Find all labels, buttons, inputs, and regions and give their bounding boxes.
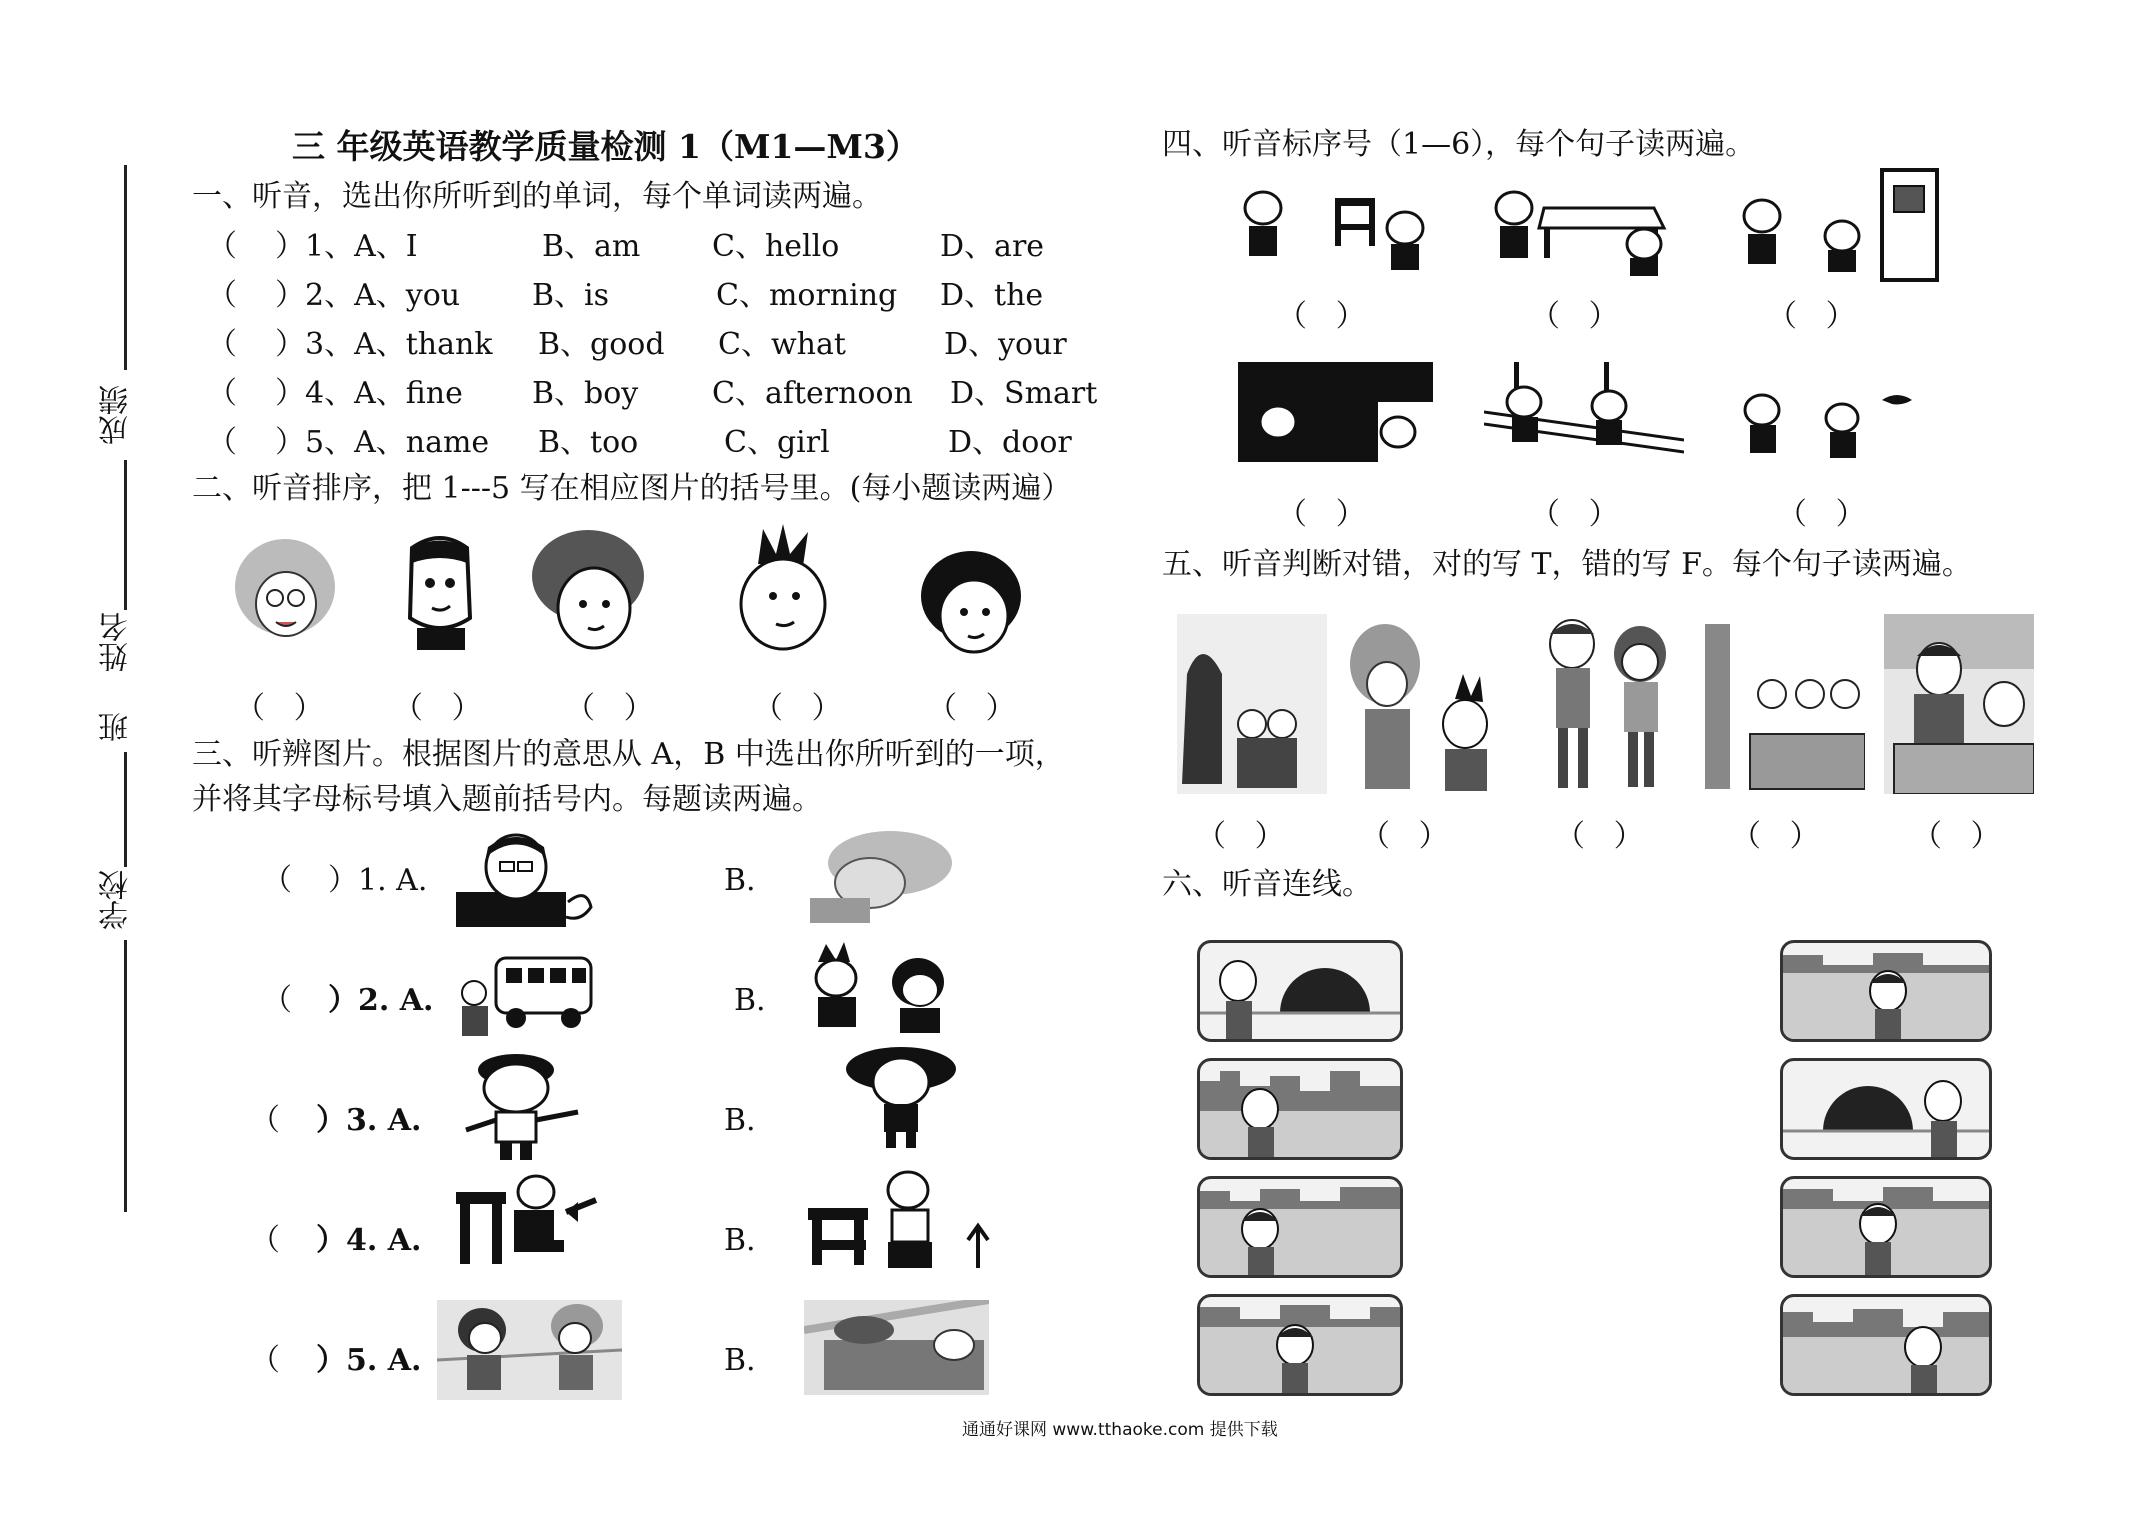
row-option-d: D、the [940,278,1044,313]
girl-short-black-hair-picture [916,546,1026,661]
answer-paren-open: （ [250,1103,280,1138]
row-option-b: B、good [538,327,665,362]
girl-dark-hair-picture [528,526,648,656]
item-label: ）4. A. [316,1223,422,1258]
sit-down-picture [456,1172,601,1272]
answer-blank[interactable]: （ ） [235,691,324,726]
answer-paren-open: （ [207,229,237,264]
school-label: 学校 [99,870,134,930]
answer-blank[interactable]: （ ） [1360,819,1449,854]
section4-heading: 四、听音标序号（1—6），每个句子读两遍。 [1162,127,1756,162]
margin-line-4 [124,940,127,1212]
item-label: ）1. A. [328,863,428,898]
match-right-picture-3[interactable] [1780,1176,1992,1278]
answer-blank[interactable]: （ ） [753,691,842,726]
answer-paren-open: （ [207,425,237,460]
row-option-a: ）3、A、thank [275,327,493,362]
kids-and-door-picture [1732,168,1942,283]
section3-heading-line2: 并将其字母标号填入题前括号内。每题读两遍。 [192,782,822,817]
children-and-bus-picture [456,938,596,1038]
margin-line-2 [124,460,127,610]
row-option-d: D、your [944,327,1067,362]
kids-and-blackboard-picture [1238,362,1433,467]
row-option-b: B、boy [532,376,639,411]
girl-curly-hair-glasses-picture [228,532,343,652]
row-option-b: B、too [538,425,639,460]
two-girls-meeting-picture [437,1300,622,1400]
match-right-picture-4[interactable] [1780,1294,1992,1396]
row-option-a: ）1、A、I [275,229,418,264]
row-option-b: B、is [532,278,610,313]
row-option-d: D、Smart [950,376,1098,411]
boy-pointing-picture [456,1050,586,1160]
kids-and-bird-picture [1732,380,1932,465]
girl-standing-picture [836,1044,966,1149]
answer-paren-open: （ [207,327,237,362]
boy-teacher-head-picture [392,528,487,653]
row-option-c: C、morning [716,278,898,313]
answer-blank[interactable]: （ ） [1277,497,1366,532]
item-label: ）3. A. [316,1103,422,1138]
answer-paren-open: （ [262,863,292,898]
answer-blank[interactable]: （ ） [565,691,654,726]
section2-heading: 二、听音排序，把 1---5 写在相应图片的括号里。(每小题读两遍） [192,471,1072,506]
score-label: 成绩 [99,385,134,445]
answer-paren-open: （ [207,278,237,313]
answer-blank[interactable]: （ ） [1767,299,1856,334]
row-option-d: D、door [948,425,1072,460]
kids-and-window-picture [1484,362,1684,467]
row-option-a: ）2、A、you [275,278,461,313]
answer-paren-open: （ [250,1223,280,1258]
option-b-label: B. [724,1343,756,1378]
section5-heading: 五、听音判断对错，对的写 T，错的写 F。每个句子读两遍。 [1162,547,1972,582]
answer-blank[interactable]: （ ） [1277,299,1366,334]
answer-blank[interactable]: （ ） [1196,819,1285,854]
classroom-students-picture [1700,614,1865,794]
answer-blank[interactable]: （ ） [1555,819,1644,854]
boy-and-girl-greeting-picture [798,942,968,1037]
row-option-c: C、girl [724,425,830,460]
match-right-picture-1[interactable] [1780,940,1992,1042]
item-label: ）2. A. [328,983,434,1018]
row-option-b: B、am [542,229,641,264]
name-label: 姓名 [99,612,134,672]
boy-spiky-hair-picture [728,524,838,654]
answer-blank[interactable]: （ ） [393,691,482,726]
option-b-label: B. [724,1223,756,1258]
match-right-picture-2[interactable] [1780,1058,1992,1160]
teacher-and-boy-picture [1345,614,1505,794]
option-b-label: B. [724,863,756,898]
match-left-picture-3[interactable] [1197,1176,1403,1278]
item-label: ）5. A. [316,1343,422,1378]
child-in-bed-picture [804,1300,989,1395]
answer-blank[interactable]: （ ） [1912,819,2001,854]
row-option-c: C、afternoon [712,376,913,411]
class-label: 班 [99,712,134,742]
row-option-a: ）5、A、name [275,425,490,460]
answer-blank[interactable]: （ ） [1530,299,1619,334]
margin-line-3 [124,752,127,867]
row-option-d: D、are [940,229,1045,264]
page-title: 三 年级英语教学质量检测 1（M1—M3） [292,127,919,166]
answer-paren-open: （ [262,983,292,1018]
margin-line-top [124,165,127,370]
row-option-c: C、hello [712,229,840,264]
answer-paren-open: （ [250,1343,280,1378]
family-group-picture [1177,614,1327,794]
answer-paren-open: （ [207,376,237,411]
match-left-picture-4[interactable] [1197,1294,1403,1396]
kids-and-chair-picture [1235,178,1430,273]
answer-blank[interactable]: （ ） [1530,497,1619,532]
section6-heading: 六、听音连线。 [1162,867,1372,902]
option-b-label: B. [734,983,766,1018]
section3-heading-line1: 三、听辨图片。根据图片的意思从 A，B 中选出你所听到的一项， [192,737,1065,772]
stand-up-picture [808,1168,993,1273]
teacher-at-desk-picture [1884,614,2034,794]
answer-blank[interactable]: （ ） [1731,819,1820,854]
boy-and-girl-walking-picture [1532,614,1682,794]
answer-blank[interactable]: （ ） [927,691,1016,726]
woman-curly-hair-picture [810,828,955,923]
row-option-a: ）4、A、fine [275,376,463,411]
match-left-picture-1[interactable] [1197,940,1403,1042]
teacher-waving-picture [456,832,596,927]
row-option-c: C、what [718,327,846,362]
kids-and-desk-picture [1484,178,1679,278]
match-left-picture-2[interactable] [1197,1058,1403,1160]
footer-credit: 通通好课网 www.tthaoke.com 提供下载 [962,1420,1278,1440]
section1-heading: 一、听音，选出你所听到的单词，每个单词读两遍。 [192,179,882,214]
answer-blank[interactable]: （ ） [1777,497,1866,532]
option-b-label: B. [724,1103,756,1138]
